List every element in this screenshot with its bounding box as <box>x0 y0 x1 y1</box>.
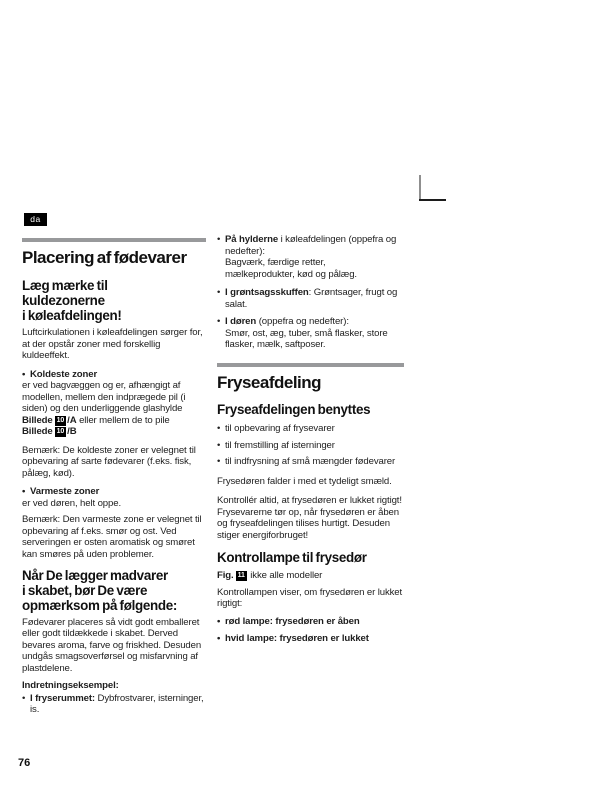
figure-number-badge: 10 <box>56 428 65 436</box>
page-number: 76 <box>18 757 31 769</box>
usage-item <box>217 423 404 435</box>
figure-reference <box>217 570 404 582</box>
lamp-heading: Kontrollampe til frysedør <box>217 550 367 566</box>
white-lamp-text: hvid lampe: frysedøren er lukket <box>225 633 369 645</box>
example-label: Indretningseksempel: <box>22 680 119 692</box>
bullet-glyph: • <box>217 316 221 327</box>
placement-body: Fødevarer placeres så vidt godt emballeret eller godt tildækkede i skabet. Derved bevares aroma, farve og friskhed. Desuden undgås smagsoverførsel og misfarvning af plastdelene. <box>22 616 202 674</box>
section-title: Placering af fødevarer <box>22 248 187 267</box>
shelves-label: På hylderne <box>225 234 279 245</box>
warmest-zones-body: er ved døren, helt oppe. <box>22 497 121 509</box>
shelves-rest: i køleafdelingen (oppefra og nedefter): <box>225 234 397 257</box>
door-rest: (oppefra og nedefter): <box>256 316 349 327</box>
picture-reference-a <box>22 415 206 427</box>
usage-item-text: til fremstilling af isterninger <box>225 439 335 451</box>
vegetable-drawer-item <box>217 287 404 310</box>
coldest-zones-body: er ved bagvæggen og er, afhængigt af modellen, mellem den indprægede pil (i siden) og den underliggende glashylde <box>22 380 186 415</box>
freezer-section-title: Fryseafdeling <box>217 372 322 392</box>
billede-word: Billede <box>22 414 53 426</box>
figure-number-badge: 10 <box>56 416 65 424</box>
warmest-zones-label <box>22 486 206 498</box>
right-column <box>217 234 404 645</box>
section-rule <box>217 363 404 367</box>
red-lamp-item <box>217 616 404 628</box>
warmest-zones-note: Bemærk: Den varmeste zone er velegnet til opbevaring af f.eks. smør og ost. Ved serveringen er osten aromatisk og smøret kan smøres på uden problemer. <box>22 514 202 560</box>
door-label: I døren <box>225 316 257 327</box>
usage-item <box>217 456 404 468</box>
bullet-glyph: • <box>22 692 26 704</box>
snap-note: Frysedøren falder i med et tydeligt smæld. <box>217 475 392 487</box>
billede-word: Billede <box>22 426 53 438</box>
crop-mark-vertical <box>419 175 421 201</box>
freezer-compartment-detail: Dybfrostvarer, isterninger, is. <box>30 692 204 716</box>
bullet-glyph: • <box>217 439 221 451</box>
bullet-glyph: • <box>217 456 221 468</box>
bullet-glyph: • <box>217 287 221 298</box>
freezer-compartment-label: I fryserummet: <box>30 692 95 704</box>
usage-item-text: til opbevaring af frysevarer <box>225 423 335 435</box>
shelves-detail: Bagværk, færdige retter, mælkeprodukter, kød og pålæg. <box>225 257 357 280</box>
door-item <box>217 316 404 351</box>
freezer-compartment-text <box>30 693 206 716</box>
bullet-glyph: • <box>22 486 26 498</box>
fig-word: Fig. <box>217 570 234 582</box>
crop-mark-horizontal <box>419 199 446 201</box>
red-lamp-text: rød lampe: frysedøren er åben <box>225 615 360 627</box>
vegetable-drawer-label: I grøntsagsskuffen <box>225 287 309 298</box>
section-rule <box>22 238 206 242</box>
figure-ref-letter: /A <box>67 414 77 426</box>
bullet-glyph: • <box>217 423 221 435</box>
lamp-body: Kontrollampen viser, om frysedøren er lukket rigtigt: <box>217 586 403 610</box>
picture-reference-b <box>22 426 206 438</box>
coldest-zones-label <box>22 369 206 381</box>
shelves-item <box>217 234 404 280</box>
bullet-glyph: • <box>217 234 221 245</box>
cold-zones-heading: Læg mærke til kuldezonerne i køleafdelingen! <box>22 278 122 323</box>
shelves-text <box>225 234 404 280</box>
figure-number-badge: 11 <box>237 572 245 580</box>
door-detail: Smør, ost, æg, tuber, små flasker, store flasker, mælk, saftposer. <box>225 327 388 350</box>
door-text <box>225 316 404 351</box>
coldest-zones-note: Bemærk: De koldeste zoner er velegnet til opbevaring af sarte fødevarer (f.eks. fisk, pålæg, kød). <box>22 444 196 479</box>
vegetable-drawer-rest: : Grøntsager, frugt og salat. <box>225 287 398 310</box>
usage-item <box>217 440 404 452</box>
fig-rest: ikke alle modeller <box>250 570 323 582</box>
usage-heading: Fryseafdelingen benyttes <box>217 401 371 417</box>
intro-paragraph: Luftcirkulationen i køleafdelingen sørger for, at der opstår zoner med forskellig kuldeeffekt. <box>22 327 203 362</box>
check-door-note: Kontrollér altid, at frysedøren er lukket rigtigt! Frysevarerne tør op, når frysedøren er åben og fryseafdelingen tilises hurtigt. Desuden stiger energiforbruget! <box>217 495 402 541</box>
bullet-glyph: • <box>217 615 221 627</box>
freezer-compartment-item <box>22 693 206 716</box>
white-lamp-item <box>217 633 404 645</box>
usage-item-text: til indfrysning af små mængder fødevarer <box>225 456 396 468</box>
placement-heading: Når De lægger madvarer i skabet, bør De være opmærksom på følgende: <box>22 568 178 613</box>
coldest-zones-label-text: Koldeste zoner <box>30 368 98 380</box>
figure-ref-letter: /B <box>67 426 77 438</box>
bullet-glyph: • <box>22 368 26 380</box>
warmest-zones-label-text: Varmeste zoner <box>30 486 100 498</box>
picture-reference-tail: eller mellem de to pile <box>79 414 170 426</box>
language-tab: da <box>24 213 47 226</box>
bullet-glyph: • <box>217 633 221 645</box>
left-column <box>22 238 206 716</box>
vegetable-drawer-text <box>225 287 404 310</box>
